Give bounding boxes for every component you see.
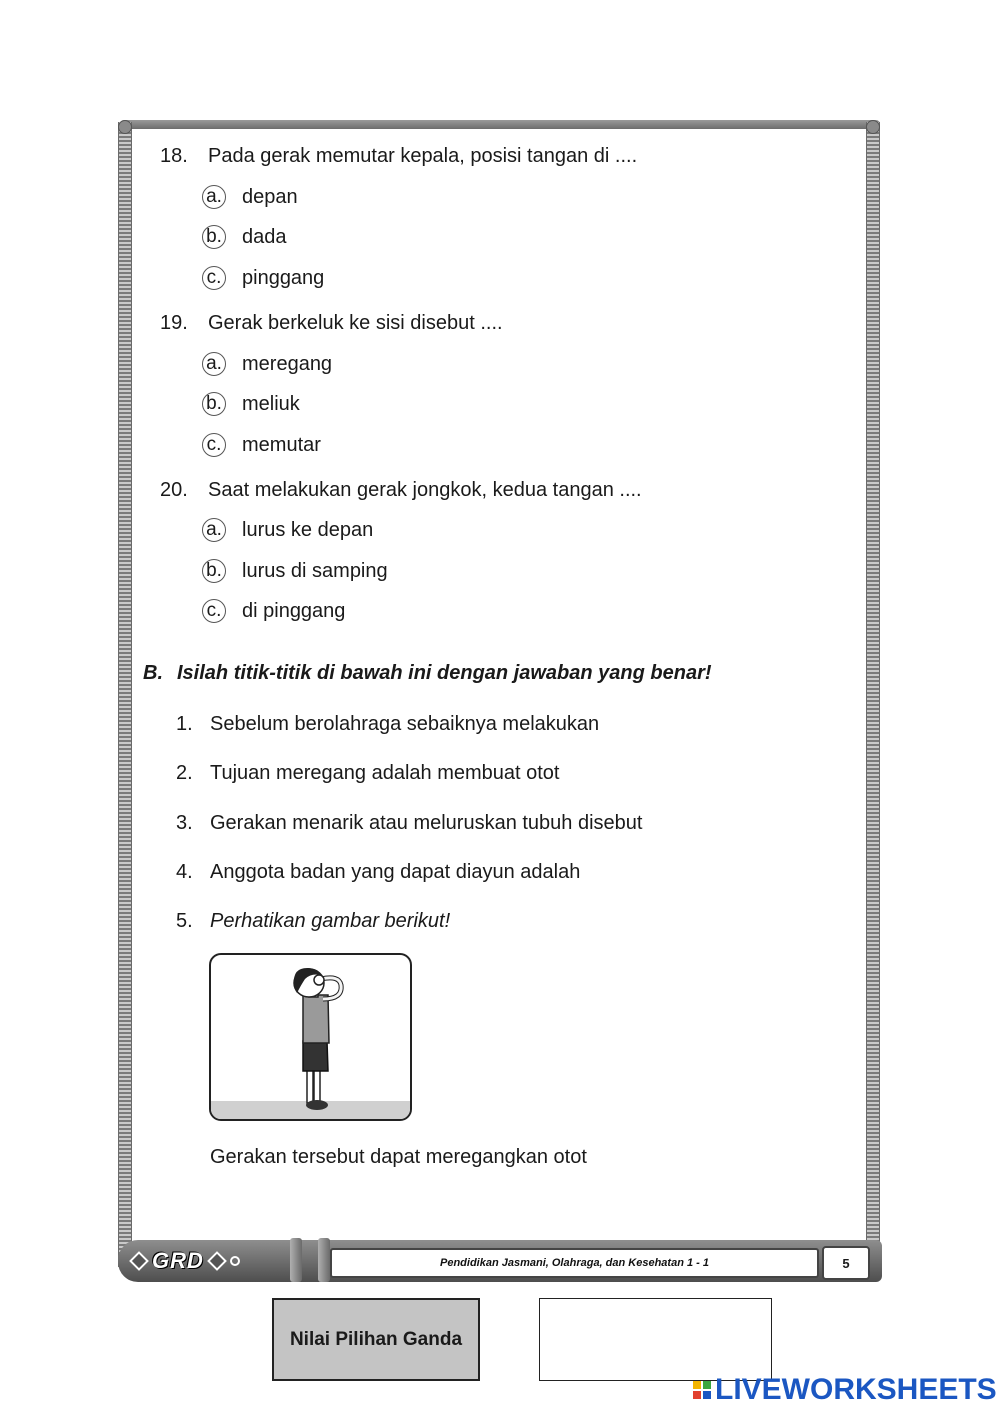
item-number: 2. — [176, 762, 193, 784]
option-text: lurus ke depan — [242, 518, 374, 541]
fill-item-5 — [176, 910, 450, 933]
question-19 — [160, 312, 503, 335]
option-text: meregang — [242, 352, 333, 375]
option-letter: c. — [202, 599, 226, 623]
rail-cap-left — [118, 120, 132, 134]
item-text: Anggota badan yang dapat diayun adalah — [210, 861, 581, 883]
option-letter: c. — [202, 433, 226, 457]
option-19c[interactable] — [202, 433, 321, 457]
liveworksheets-watermark — [693, 1374, 997, 1406]
item-number: 4. — [176, 861, 193, 883]
option-text: dada — [242, 225, 287, 248]
diamond-icon — [129, 1251, 149, 1271]
item-text: Tujuan meregang adalah membuat otot — [210, 762, 560, 784]
liveworksheets-logo-icon — [693, 1381, 711, 1399]
option-letter: a. — [202, 185, 226, 209]
section-b-heading — [143, 662, 712, 685]
option-text: depan — [242, 185, 298, 208]
page-number: 5 — [822, 1246, 870, 1280]
page-frame-left-rail — [118, 122, 132, 1267]
page-frame-right-rail — [866, 122, 880, 1267]
stretching-figure — [209, 953, 412, 1121]
option-18a[interactable] — [202, 185, 298, 209]
score-label: Nilai Pilihan Ganda — [272, 1298, 480, 1381]
question-number: 20. — [160, 479, 188, 501]
rail-cap-right — [866, 120, 880, 134]
publisher-logo — [132, 1245, 302, 1277]
option-letter: b. — [202, 559, 226, 583]
option-letter: c. — [202, 266, 226, 290]
option-text: di pinggang — [242, 599, 346, 622]
option-text: pinggang — [242, 266, 325, 289]
option-letter: a. — [202, 518, 226, 542]
option-text: meliuk — [242, 392, 300, 415]
fill-item-2 — [176, 762, 559, 785]
item-number: 3. — [176, 812, 193, 834]
fill-item-3 — [176, 812, 642, 835]
question-text: Saat melakukan gerak jongkok, kedua tangan .... — [208, 479, 642, 501]
section-title: Isilah titik-titik di bawah ini dengan jawaban yang benar! — [177, 662, 712, 684]
page-frame-top — [120, 120, 880, 129]
section-letter: B. — [143, 662, 163, 684]
option-letter: b. — [202, 392, 226, 416]
option-20b[interactable] — [202, 559, 388, 583]
question-number: 18. — [160, 145, 188, 167]
fill-item-1 — [176, 713, 599, 736]
option-18b[interactable] — [202, 225, 287, 249]
option-20a[interactable] — [202, 518, 373, 542]
publisher-brand: GRD — [152, 1248, 204, 1273]
item-text: Sebelum berolahraga sebaiknya melakukan — [210, 713, 600, 735]
decorative-post — [318, 1238, 330, 1282]
question-18 — [160, 145, 637, 168]
option-text: lurus di samping — [242, 559, 388, 582]
option-19a[interactable] — [202, 352, 332, 376]
option-19b[interactable] — [202, 392, 300, 416]
item-number: 5. — [176, 910, 193, 932]
option-20c[interactable] — [202, 599, 345, 623]
option-letter: b. — [202, 225, 226, 249]
figure-caption: Gerakan tersebut dapat meregangkan otot — [210, 1146, 587, 1168]
question-number: 19. — [160, 312, 188, 334]
option-text: memutar — [242, 433, 321, 456]
question-text: Pada gerak memutar kepala, posisi tangan di .... — [208, 145, 638, 167]
item-text: Perhatikan gambar berikut! — [210, 910, 451, 932]
watermark-text: LIVEWORKSHEETS — [715, 1373, 997, 1406]
question-20 — [160, 479, 642, 502]
fill-item-4 — [176, 861, 580, 884]
option-letter: a. — [202, 352, 226, 376]
option-18c[interactable] — [202, 266, 324, 290]
diamond-icon — [207, 1251, 227, 1271]
item-number: 1. — [176, 713, 193, 735]
question-text: Gerak berkeluk ke sisi disebut .... — [208, 312, 503, 334]
item-text: Gerakan menarik atau meluruskan tubuh disebut — [210, 812, 643, 834]
score-input-box[interactable] — [539, 1298, 772, 1381]
ring-icon — [230, 1256, 240, 1266]
boy-stretching-illustration — [211, 955, 410, 1119]
book-title: Pendidikan Jasmani, Olahraga, dan Kesehatan 1 - 1 — [330, 1248, 819, 1278]
